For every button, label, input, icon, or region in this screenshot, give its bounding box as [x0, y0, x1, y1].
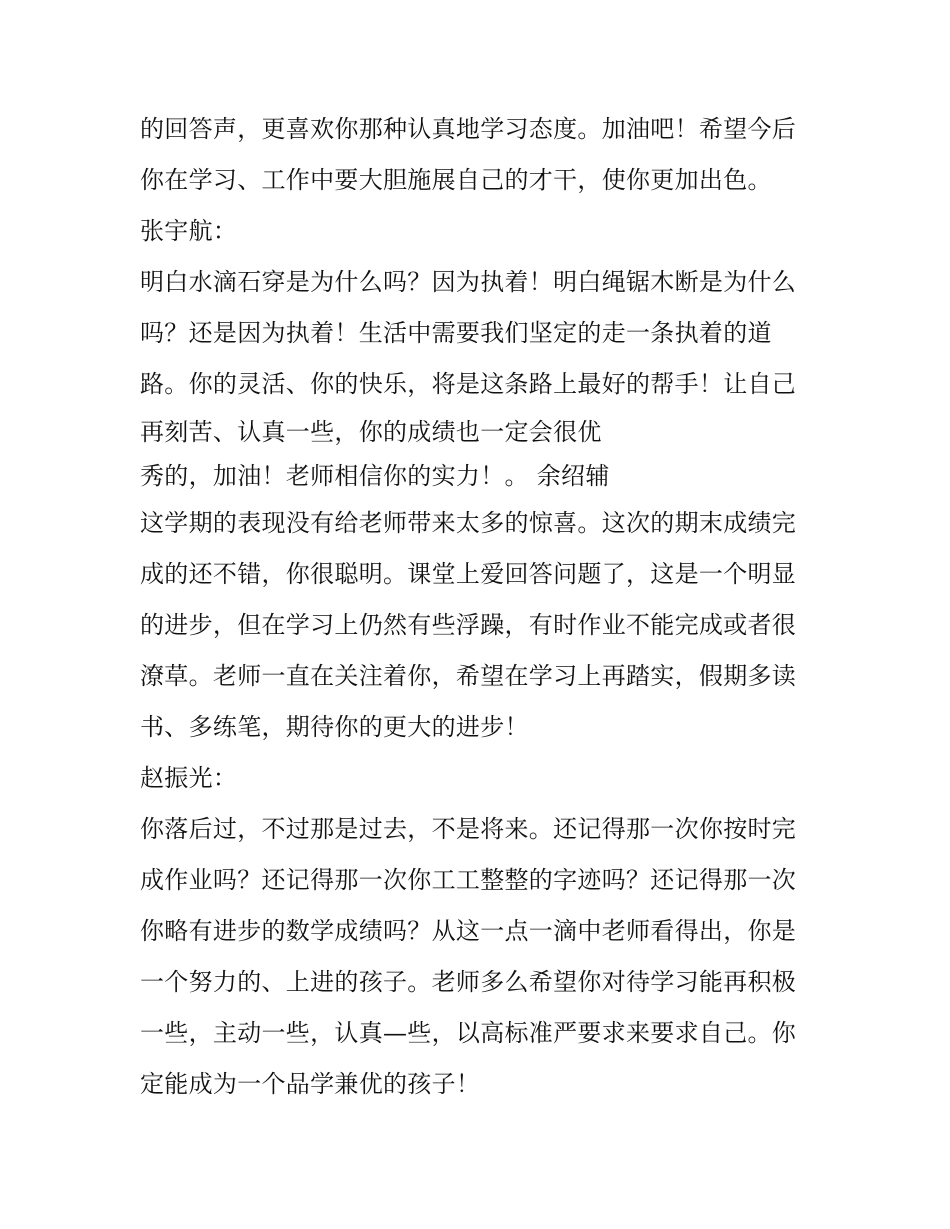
text-line: 一个努力的、上进的孩子。老师多么希望你对待学习能再积极 [140, 968, 797, 996]
text-line: 一些，主动一些，认真—些，以高标准严要求来要求自己。你 [140, 1019, 797, 1047]
text-line: 定能成为一个品学兼优的孩子！ [140, 1070, 481, 1098]
text-line: 秀的，加油！老师相信你的实力！。 余绍辅 [140, 462, 610, 490]
text-line: 再刻苦、认真一些，你的成绩也一定会很优 [140, 418, 602, 446]
text-line: 的进步，但在学习上仍然有些浮躁，有时作业不能完成或者很 [140, 611, 797, 639]
text-line: 你落后过，不过那是过去，不是将来。还记得那一次你按时完 [140, 815, 797, 843]
text-line: 吗？还是因为执着！生活中需要我们坚定的走一条执着的道 [140, 319, 772, 347]
text-line: 潦草。老师一直在关注着你，希望在学习上再踏实，假期多读 [140, 662, 797, 690]
document-body [140, 104, 830, 1110]
text-line: 这学期的表现没有给老师带来太多的惊喜。这次的期末成绩完 [140, 509, 797, 537]
text-line: 成作业吗？还记得那一次你工工整整的字迹吗？还记得那一次 [140, 866, 797, 894]
text-line: 你在学习、工作中要大胆施展自己的才干，使你更加出色。 [140, 166, 772, 194]
text-line: 明白水滴石穿是为什么吗？因为执着！明白绳锯木断是为什么 [140, 268, 797, 296]
text-line: 的回答声，更喜欢你那种认真地学习态度。加油吧！希望今后 [140, 115, 797, 143]
student-name-heading: 赵振光： [140, 764, 238, 792]
text-line: 书、多练笔，期待你的更大的进步！ [140, 713, 529, 741]
text-line: 成的还不错，你很聪明。课堂上爱回答问题了，这是一个明显 [140, 560, 797, 588]
student-name-heading: 张宇航： [140, 217, 238, 245]
text-line: 你略有进步的数学成绩吗？从这一点一滴中老师看得出，你是 [140, 917, 797, 945]
text-line: 路。你的灵活、你的快乐，将是这条路上最好的帮手！让自己 [140, 370, 797, 398]
